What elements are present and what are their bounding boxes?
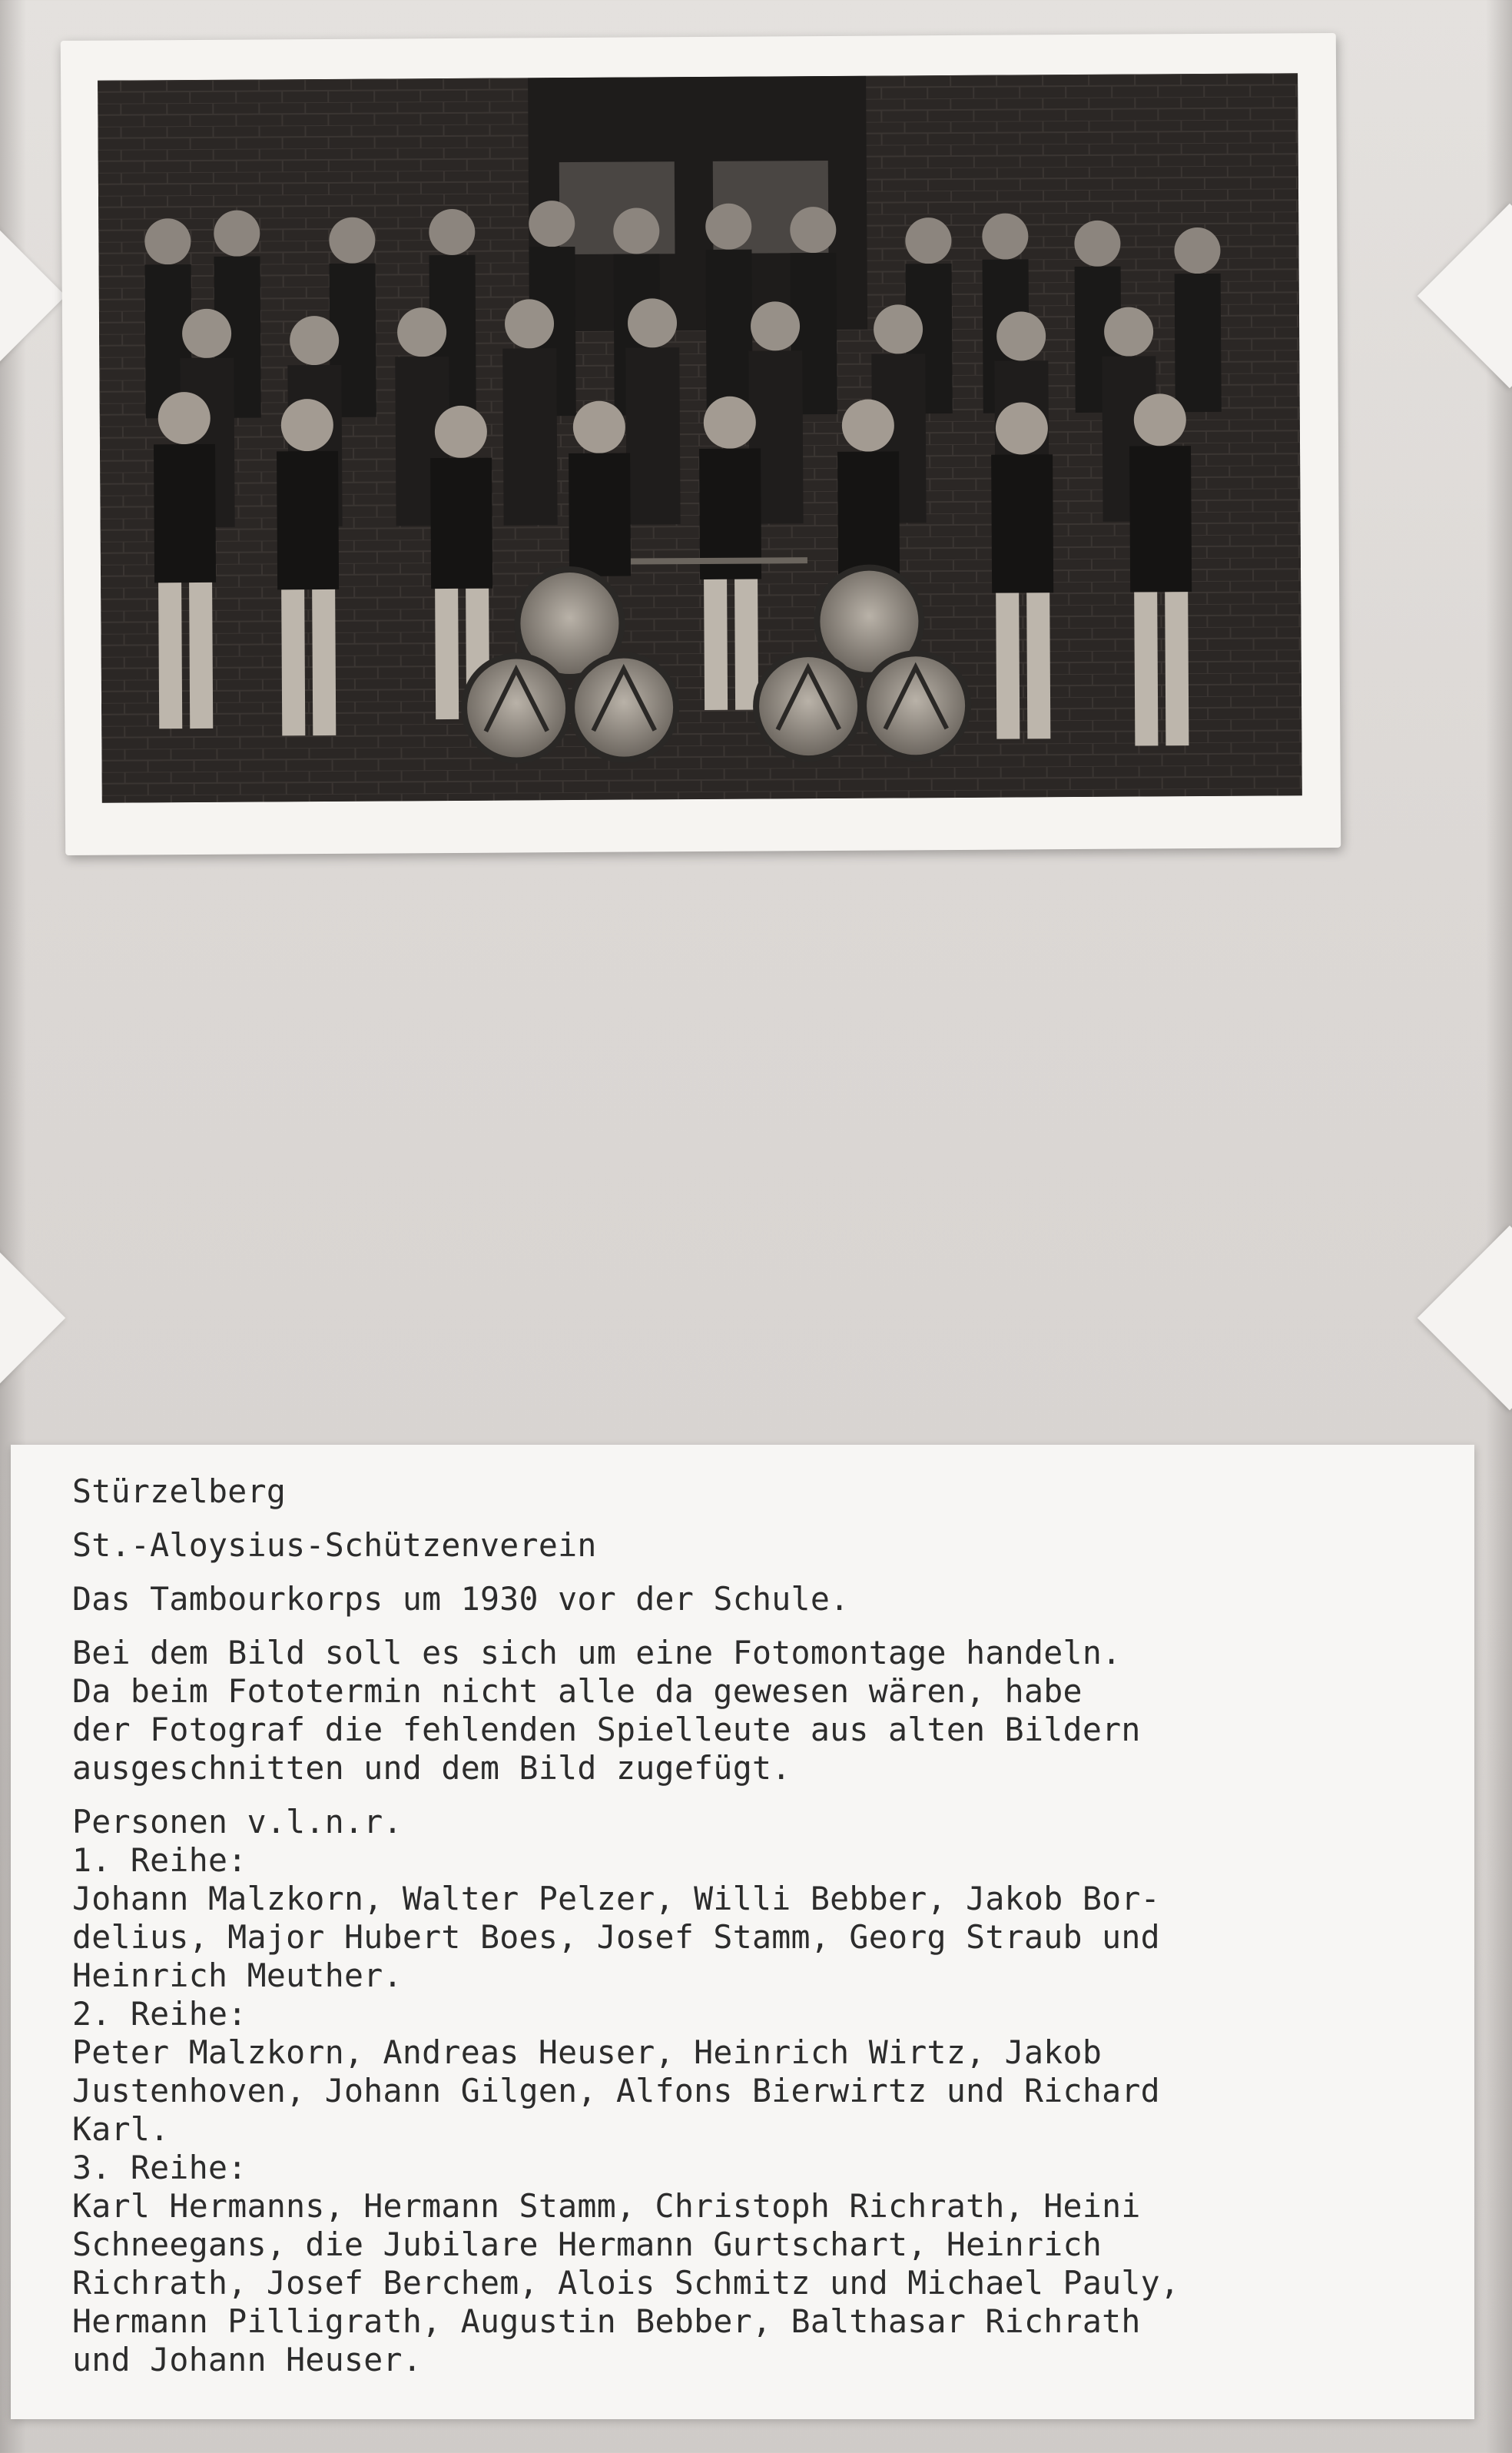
caption-persons-line: 2. Reihe:: [72, 1995, 247, 2033]
photo-corner-top-right: [1418, 204, 1512, 388]
caption-persons-line: und Johann Heuser.: [72, 2341, 423, 2378]
caption-note-line: ausgeschnitten und dem Bild zugefügt.: [72, 1749, 791, 1787]
caption-persons-line: Karl Hermanns, Hermann Stamm, Christoph Richrath, Heini: [72, 2187, 1141, 2225]
caption-persons-line: 1. Reihe:: [72, 1841, 247, 1879]
caption-note-line: Bei dem Bild soll es sich um eine Fotomontage handeln.: [72, 1634, 1122, 1671]
caption-persons-line: Johann Malzkorn, Walter Pelzer, Willi Bebber, Jakob Bor-: [72, 1880, 1160, 1917]
caption-headline: Das Tambourkorps um 1930 vor der Schule.: [72, 1580, 850, 1618]
caption-card: [11, 1445, 1474, 2419]
group-photo-drum-corps-icon: [98, 73, 1302, 803]
caption-persons-line: Karl.: [72, 2110, 170, 2148]
group-photo-illustration: [98, 73, 1302, 803]
caption-persons-line: Personen v.l.n.r.: [72, 1803, 403, 1841]
caption-note-line: Da beim Fototermin nicht alle da gewesen wären, habe: [72, 1672, 1083, 1710]
caption-persons-line: delius, Major Hubert Boes, Josef Stamm, Georg Straub und: [72, 1918, 1160, 1956]
photo-corner-bottom-right: [1418, 1226, 1512, 1410]
photo-print: [61, 33, 1341, 855]
caption-persons-line: 3. Reihe:: [72, 2149, 247, 2186]
caption-persons-line: Hermann Pilligrath, Augustin Bebber, Balthasar Richrath: [72, 2302, 1141, 2340]
caption-persons-line: Peter Malzkorn, Andreas Heuser, Heinrich Wirtz, Jakob: [72, 2033, 1102, 2071]
caption-persons-line: Schneegans, die Jubilare Hermann Gurtschart, Heinrich: [72, 2226, 1102, 2263]
caption-persons-line: Richrath, Josef Berchem, Alois Schmitz und Michael Pauly,: [72, 2264, 1180, 2302]
caption-text: [72, 1472, 1447, 2379]
caption-persons-line: Justenhoven, Johann Gilgen, Alfons Bierwirtz und Richard: [72, 2072, 1160, 2109]
caption-note-line: der Fotograf die fehlenden Spielleute aus alten Bildern: [72, 1711, 1141, 1748]
caption-place: Stürzelberg: [72, 1472, 287, 1510]
caption-club: St.-Aloysius-Schützenverein: [72, 1526, 597, 1564]
caption-persons-line: Heinrich Meuther.: [72, 1957, 403, 1994]
